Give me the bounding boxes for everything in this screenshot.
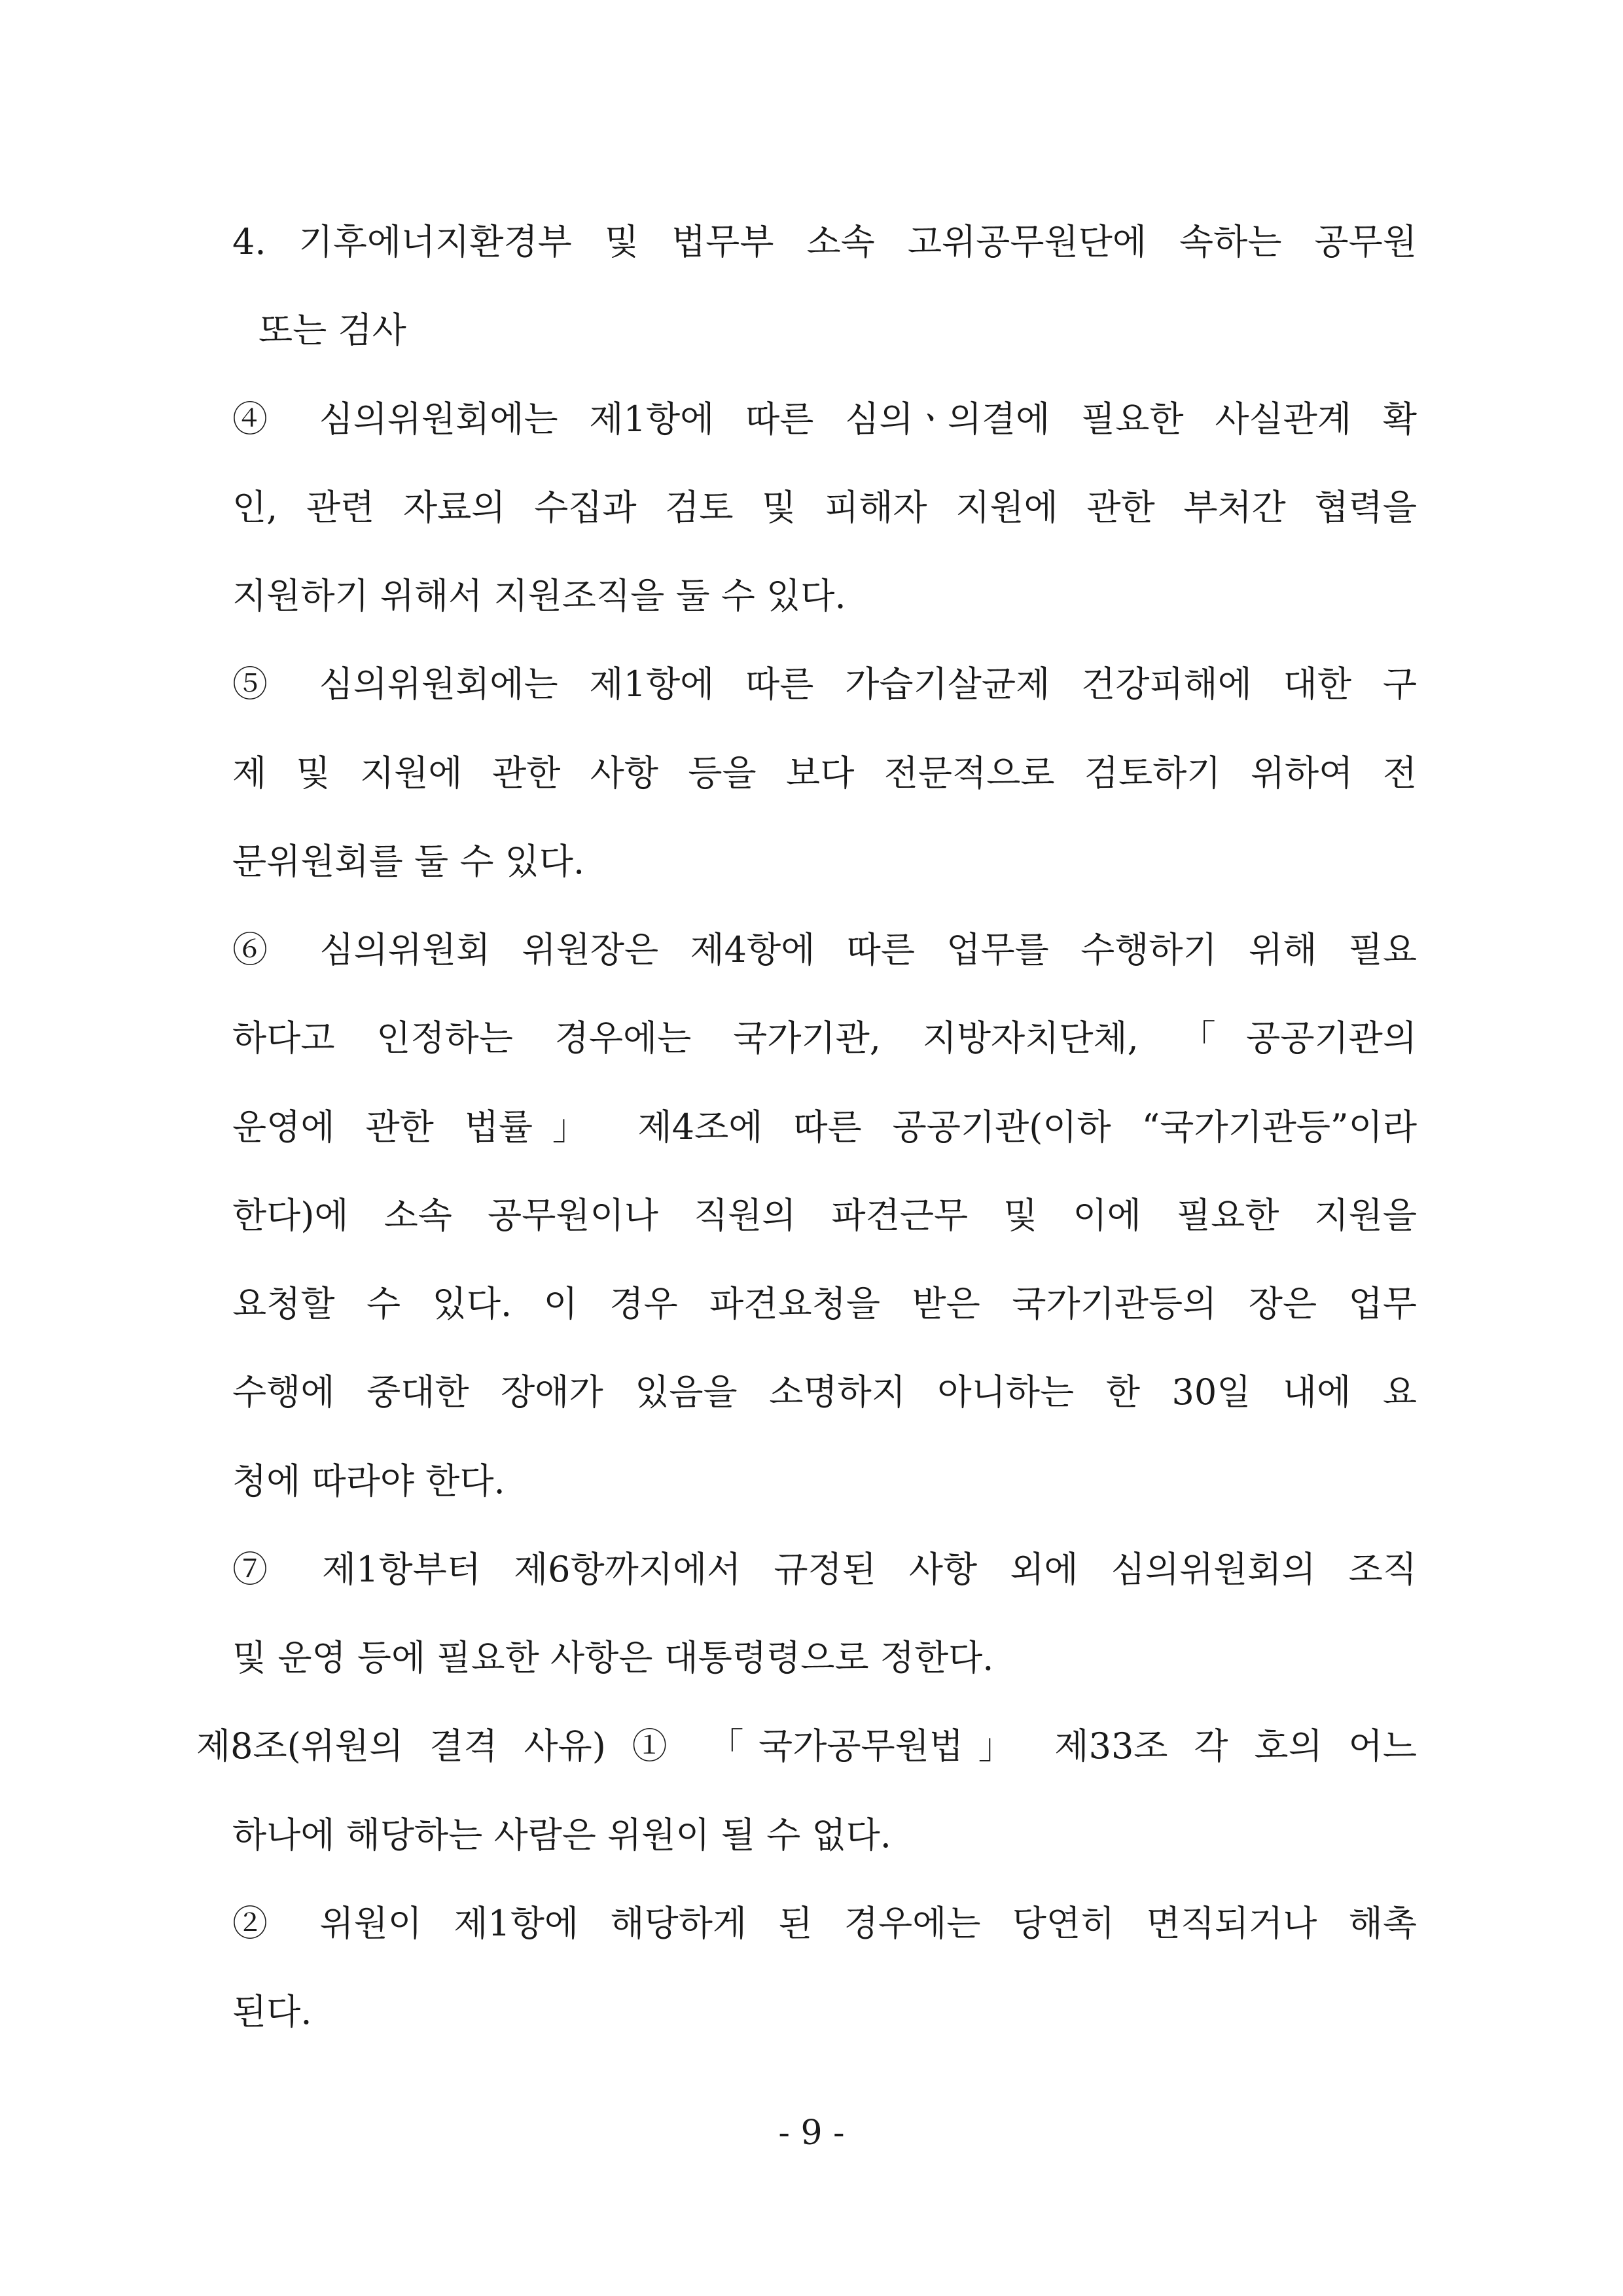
text-line-3: ④ 심의위원회에는 제1항에 따른 심의ㆍ의결에 필요한 사실관계 확 — [232, 398, 1417, 440]
text-line-2: 또는 검사 — [259, 309, 406, 351]
page-number: - 9 - — [778, 2113, 845, 2153]
text-line-5: 지원하기 위해서 지원조직을 둘 수 있다. — [232, 575, 846, 616]
text-line-19: 하나에 해당하는 사람은 위원이 될 수 없다. — [232, 1814, 891, 1856]
text-line-9: ⑥ 심의위원회 위원장은 제4항에 따른 업무를 수행하기 위해 필요 — [232, 929, 1417, 970]
text-line-4: 인, 관련 자료의 수집과 검토 및 피해자 지원에 관한 부처간 협력을 — [232, 487, 1417, 528]
text-line-8: 문위원회를 둘 수 있다. — [232, 841, 585, 882]
text-line-1: 4. 기후에너지환경부 및 법무부 소속 고위공무원단에 속하는 공무원 — [232, 221, 1417, 262]
text-line-6: ⑤ 심의위원회에는 제1항에 따른 가습기살균제 건강피해에 대한 구 — [232, 663, 1417, 705]
text-line-13: 요청할 수 있다. 이 경우 파견요청을 받은 국가기관등의 장은 업무 — [232, 1283, 1417, 1324]
text-line-10: 하다고 인정하는 경우에는 국가기관, 지방자치단체, 「공공기관의 — [232, 1017, 1417, 1059]
text-line-15: 청에 따라야 한다. — [232, 1460, 505, 1502]
text-line-7: 제 및 지원에 관한 사항 등을 보다 전문적으로 검토하기 위하여 전 — [232, 752, 1417, 794]
text-line-12: 한다)에 소속 공무원이나 직원의 파견근무 및 이에 필요한 지원을 — [232, 1195, 1417, 1236]
text-line-17: 및 운영 등에 필요한 사항은 대통령령으로 정한다. — [232, 1637, 994, 1678]
text-line-21: 된다. — [232, 1991, 312, 2032]
text-line-20: ② 위원이 제1항에 해당하게 된 경우에는 당연히 면직되거나 해촉 — [232, 1903, 1417, 1944]
text-line-11: 운영에 관한 법률」 제4조에 따른 공공기관(이하 “국가기관등”이라 — [232, 1106, 1417, 1148]
text-line-14: 수행에 중대한 장애가 있음을 소명하지 아니하는 한 30일 내에 요 — [232, 1371, 1417, 1413]
article-heading-line: 제8조(위원의 결격 사유) ① 「국가공무원법」 제33조 각 호의 어느 — [196, 1725, 1417, 1767]
text-line-16: ⑦ 제1항부터 제6항까지에서 규정된 사항 외에 심의위원회의 조직 — [232, 1549, 1417, 1590]
